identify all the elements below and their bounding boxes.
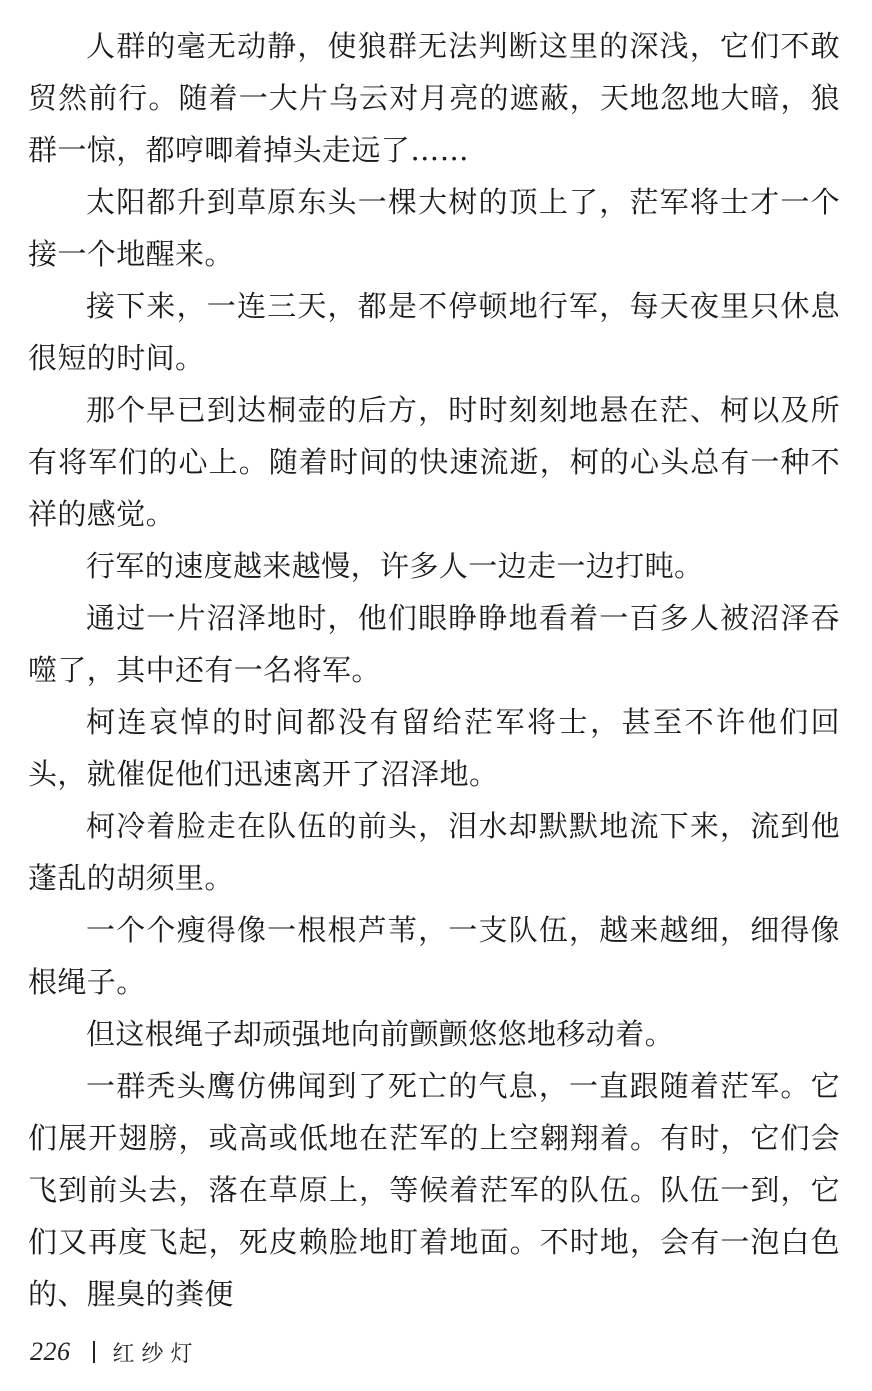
paragraph: 太阳都升到草原东头一棵大树的顶上了，茫军将士才一个接一个地醒来。 [28,185,840,271]
page-footer [30,1334,200,1370]
page-body [28,20,840,1320]
paragraph: 接下来，一连三天，都是不停顿地行军，每天夜里只休息很短的时间。 [28,289,840,375]
paragraph: 但这根绳子却顽强地向前颤颤悠悠地移动着。 [86,1017,675,1051]
paragraph: 通过一片沼泽地时，他们眼睁睁地看着一百多人被沼泽吞噬了，其中还有一名将军。 [28,601,840,687]
paragraph: 行军的速度越来越慢，许多人一边走一边打盹。 [86,549,704,583]
footer-divider [93,1341,95,1363]
paragraph: 柯冷着脸走在队伍的前头，泪水却默默地流下来，流到他蓬乱的胡须里。 [28,809,840,895]
paragraph: 一群秃头鹰仿佛闻到了死亡的气息，一直跟随着茫军。它们展开翅膀，或高或低地在茫军的上空翱翔着。有时，它们会飞到前头去，落在草原上，等候着茫军的队伍。队伍一到，它们又再度飞起，死皮赖脸地盯着地面。不时地，会有一泡白色的、腥臭的粪便 [28,1069,840,1311]
book-title: 红纱灯 [112,1341,200,1367]
paragraph: 那个早已到达桐壶的后方，时时刻刻地悬在茫、柯以及所有将军们的心上。随着时间的快速流逝，柯的心头总有一种不祥的感觉。 [28,393,840,531]
paragraph: 柯连哀悼的时间都没有留给茫军将士，甚至不许他们回头，就催促他们迅速离开了沼泽地。 [28,705,840,791]
page-number: 226 [30,1337,71,1366]
paragraph: 人群的毫无动静，使狼群无法判断这里的深浅，它们不敢贸然前行。随着一大片乌云对月亮的遮蔽，天地忽地大暗，狼群一惊，都哼唧着掉头走远了…… [28,29,840,167]
paragraph: 一个个瘦得像一根根芦苇，一支队伍，越来越细，细得像根绳子。 [28,913,840,999]
